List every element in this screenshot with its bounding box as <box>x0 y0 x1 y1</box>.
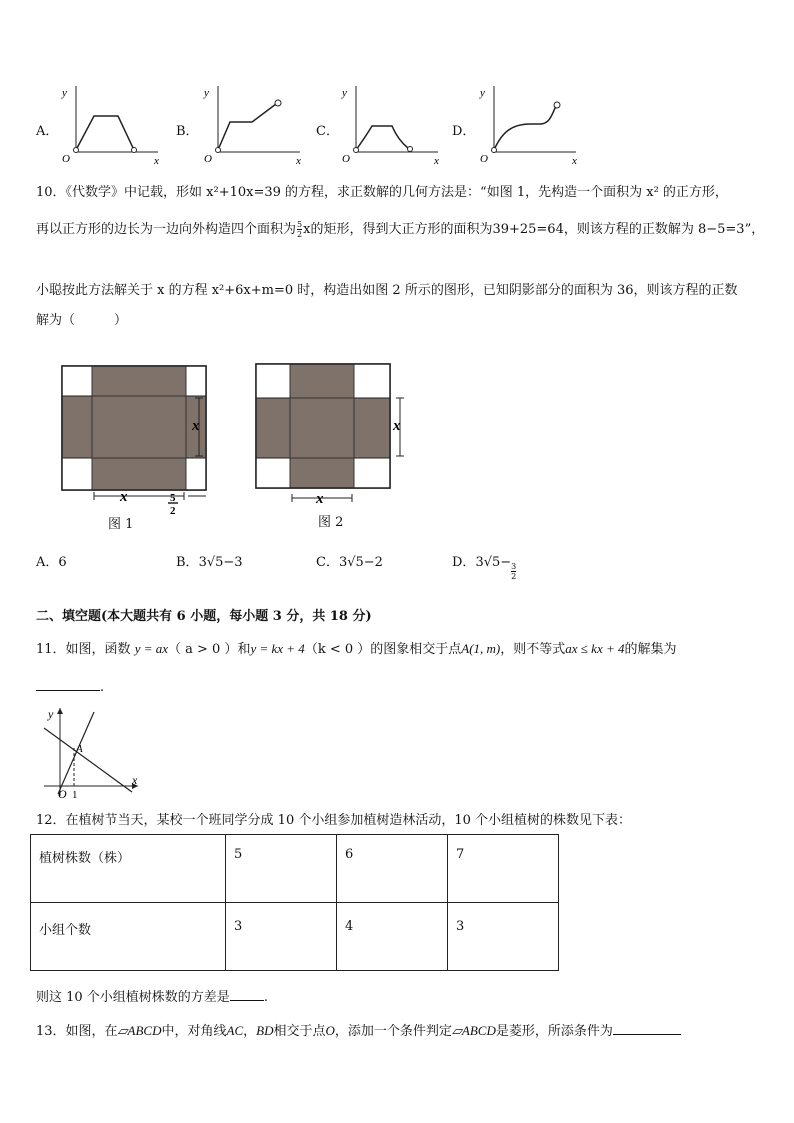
q10-fig1-frac-num: 5 <box>170 492 176 504</box>
q9-c-x-label: x <box>434 155 439 167</box>
q10-option-d <box>452 554 516 581</box>
q12-after-text: 则这 10 个小组植树株数的方差是 <box>36 990 230 1005</box>
q10-option-c-value: 3√5−2 <box>338 555 383 570</box>
q10-line-2a: 再以正方形的边长为一边向外构造四个面积为 <box>36 222 297 237</box>
q10-figure-2 <box>254 360 414 520</box>
q10-fig1-x-horizontal: x <box>120 489 128 505</box>
q13-text-e: 是菱形，所添条件为 <box>495 1024 613 1039</box>
q10-frac-num: 5 <box>297 220 303 229</box>
q11-answer-tail: . <box>100 680 105 695</box>
q13-text-c: 相交于点 <box>273 1024 326 1039</box>
q13-o: O <box>325 1023 335 1038</box>
q11-point: A(1, m) <box>461 641 501 656</box>
q11-text <box>36 640 677 659</box>
q9-d-x-label: x <box>572 155 577 167</box>
q10-option-a-label: A． <box>36 555 59 570</box>
q11-cond2: （k < 0 ）的图象相交于点 <box>304 642 462 657</box>
q11-answer-line <box>36 678 104 697</box>
q13-answer-blank[interactable] <box>613 1022 681 1035</box>
q12-answer-blank[interactable] <box>230 988 264 1001</box>
q9-option-c-label: C． <box>316 124 339 139</box>
q11-text-c: 的解集为 <box>624 642 677 657</box>
q9-graph-b <box>200 80 310 170</box>
q13-para-2: ▱ABCD <box>451 1023 496 1038</box>
q11-eq1: y = ax <box>134 641 168 656</box>
q12-cell-r0c3: 7 <box>448 835 559 903</box>
q10-fig1-caption: 图 1 <box>108 517 134 532</box>
q12-cell-r0c1: 5 <box>226 835 337 903</box>
q9-graph-d <box>476 80 586 170</box>
q9-option-d-label: D． <box>452 124 476 139</box>
q10-option-d-frac-den: 2 <box>511 572 517 581</box>
q13-text-b: 中，对角线 <box>161 1024 227 1039</box>
q13-text-a: 13．如图，在 <box>36 1024 118 1039</box>
q12-table <box>30 834 559 971</box>
q12-text: 12．在植树节当天，某校一个班同学分成 10 个小组参加植树造林活动，10 个小组植树的株数见下表： <box>36 813 632 828</box>
q10-line-1: 10．《代数学》中记载，形如 x²+10x=39 的方程，求正数解的几何方法是：“如图 1，先构造一个面积为 x² 的正方形， <box>36 185 728 200</box>
q10-figure-1 <box>58 362 218 522</box>
q10-option-d-frac-num: 3 <box>511 562 517 571</box>
q13-text-d: ，添加一个条件判定 <box>334 1024 452 1039</box>
q12-cell-r1c2: 4 <box>337 903 448 971</box>
q13-bd: BD <box>256 1023 274 1038</box>
q12-question <box>36 988 268 1007</box>
q11-inequality: ax ≤ kx + 4 <box>565 641 625 656</box>
q13-para-1: ▱ABCD <box>117 1023 162 1038</box>
q9-a-y-label: y <box>62 87 67 99</box>
q9-graph-c <box>338 80 448 170</box>
q9-c-y-label: y <box>342 87 347 99</box>
q9-b-y-label: y <box>204 87 209 99</box>
q11-graph-origin: O <box>58 787 67 800</box>
section-2-heading: 二、填空题(本大题共有 6 小题，每小题 3 分，共 18 分) <box>36 609 372 624</box>
q13-text <box>36 1022 681 1041</box>
table-row <box>31 835 559 903</box>
q9-graph-a <box>58 80 168 170</box>
q9-options <box>0 80 794 170</box>
q9-b-x-label: x <box>296 155 301 167</box>
q12-cell-r1c0: 小组个数 <box>31 903 226 971</box>
q10-option-b <box>176 554 243 572</box>
q12-after-tail: . <box>263 990 268 1005</box>
q10-option-a <box>36 554 67 572</box>
q12-cell-r1c1: 3 <box>226 903 337 971</box>
q10-fig2-x-vertical: x <box>393 418 401 434</box>
q10-fig1-x-vertical: x <box>192 418 200 434</box>
q10-option-a-value: 6 <box>58 555 67 570</box>
q9-c-origin: O <box>342 153 350 165</box>
table-row <box>31 903 559 971</box>
q9-b-origin: O <box>204 153 212 165</box>
q10-line-2 <box>36 220 764 239</box>
q10-option-d-fraction <box>511 562 516 581</box>
q12-cell-r0c2: 6 <box>337 835 448 903</box>
q11-graph-x-label: x <box>132 773 138 787</box>
q11-text-a: 11．如图，函数 <box>36 642 131 657</box>
q9-a-origin: O <box>62 153 70 165</box>
q12-cell-r0c0: 植树株数（株） <box>31 835 226 903</box>
q10-option-c <box>316 554 383 572</box>
q10-line-3: 小聪按此方法解关于 x 的方程 x²+6x+m=0 时，构造出如图 2 所示的图形，已知阴影部分的面积为 36，则该方程的正数 <box>36 283 738 298</box>
q10-line2-fraction <box>297 220 302 239</box>
q9-option-b-label: B． <box>176 124 199 139</box>
q10-option-c-label: C． <box>316 555 339 570</box>
q10-fig2-x-horizontal: x <box>316 491 324 507</box>
q9-d-y-label: y <box>480 87 485 99</box>
q10-option-d-value: 3√5− <box>475 555 512 570</box>
q11-answer-blank[interactable] <box>36 678 100 691</box>
q12-cell-r1c3: 3 <box>448 903 559 971</box>
q10-option-b-label: B． <box>176 555 199 570</box>
q10-option-b-value: 3√5−3 <box>198 555 243 570</box>
q9-option-a-label: A． <box>36 124 59 139</box>
q11-graph <box>36 700 146 800</box>
q11-text-b: ，则不等式 <box>500 642 566 657</box>
q13-ac: AC <box>226 1023 244 1038</box>
q9-d-origin: O <box>480 153 488 165</box>
q11-graph-tick-1: 1 <box>72 789 78 800</box>
q11-cond1: （ a > 0 ）和 <box>168 642 251 657</box>
q11-eq2: y = kx + 4 <box>250 641 305 656</box>
q11-graph-y-label: y <box>48 707 54 721</box>
q10-line-2b: x的矩形，得到大正方形的面积为39+25=64，则该方程的正数解为 8−5=3”， <box>303 222 765 237</box>
q11-graph-point-a: A <box>76 743 83 755</box>
q10-frac-den: 2 <box>297 230 303 239</box>
q10-fig1-frac-den: 2 <box>170 505 176 517</box>
q13-comma: ， <box>243 1024 257 1039</box>
q9-a-x-label: x <box>154 155 159 167</box>
q10-line-4: 解为（ ） <box>36 313 128 328</box>
q10-option-d-label: D． <box>452 555 476 570</box>
q10-fig2-caption: 图 2 <box>318 515 344 530</box>
